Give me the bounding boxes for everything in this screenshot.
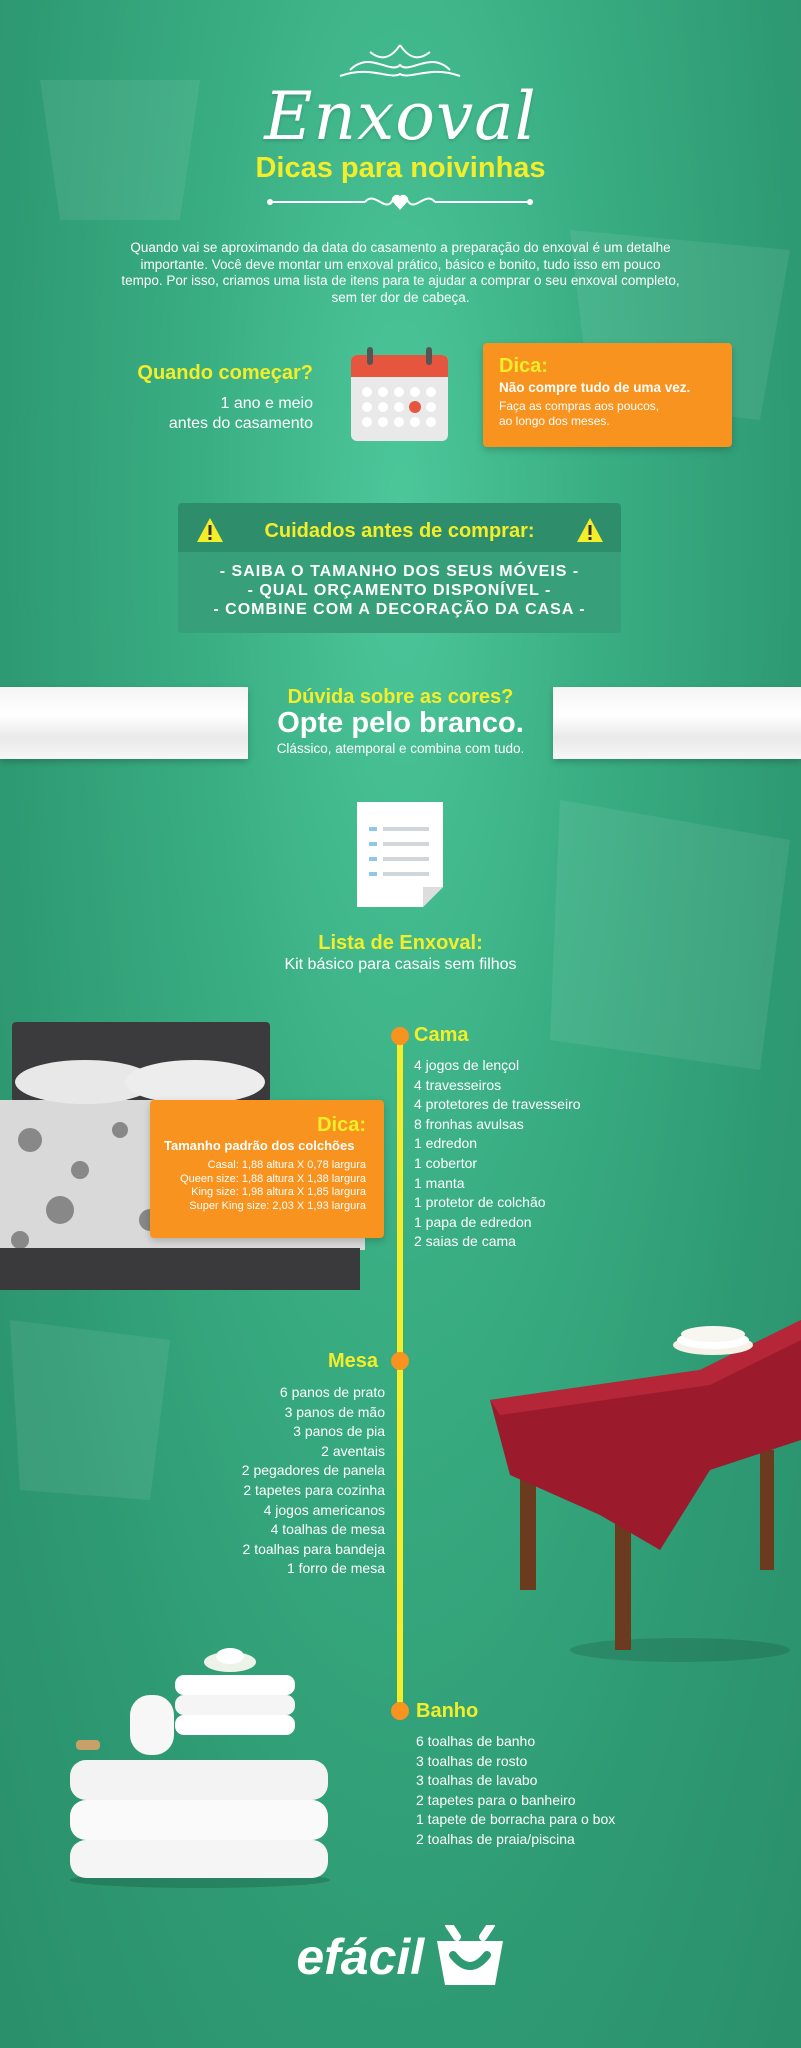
- category-title-cama: Cama: [414, 1024, 469, 1046]
- list-item: 3 panos de mão: [284, 1403, 385, 1420]
- list-item: 6 panos de prato: [279, 1384, 385, 1400]
- list-item: 2 tapetes para o banheiro: [416, 1791, 576, 1808]
- timeline-line: [397, 1036, 403, 1710]
- page-subtitle: Dicas para noivinhas: [255, 152, 546, 184]
- timeline-dot: [391, 1702, 409, 1720]
- list-item: 3 toalhas de lavabo: [416, 1772, 538, 1789]
- list-item: 4 jogos de lençol: [414, 1057, 520, 1073]
- color-question: Dúvida sobre as cores?: [287, 686, 514, 708]
- list-title: Lista de Enxoval:: [318, 932, 483, 954]
- list-item: 1 edredon: [414, 1135, 478, 1152]
- document-icon: [357, 802, 443, 907]
- list-item: 2 saias de cama: [414, 1233, 516, 1250]
- efacil-logo-text: efácil: [296, 1929, 425, 1985]
- list-item: 8 fronhas avulsas: [414, 1115, 524, 1132]
- list-item: 2 tapetes para cozinha: [243, 1481, 385, 1498]
- category-title-banho: Banho: [416, 1700, 479, 1722]
- tip-bold-text: Não compre tudo de uma vez.: [499, 380, 691, 395]
- list-item: 4 travesseiros: [414, 1076, 502, 1093]
- when-title: Quando começar?: [137, 362, 313, 384]
- intro-paragraph: Quando vai se aproximando da data do casamento a preparação do enxoval é um detalhe importante. Você deve montar um enxoval prático, básico e bonito, tudo isso em pouco tempo. Por isso, criamos uma lista de itens para te ajudar a comprar o seu enxoval completo, sem ter dor de cabeça.: [121, 240, 680, 305]
- list-item: 4 jogos americanos: [263, 1501, 385, 1518]
- mattress-tip-title: Dica:: [317, 1114, 366, 1136]
- when-line-2: antes do casamento: [168, 415, 313, 432]
- tip-title: Dica:: [499, 355, 548, 377]
- timeline-dot: [391, 1352, 409, 1370]
- when-text: [96, 394, 313, 434]
- caution-line: - SAIBA O TAMANHO DOS SEUS MÓVEIS -: [219, 563, 580, 580]
- tip-box: [483, 343, 732, 447]
- list-item: 1 forro de mesa: [286, 1560, 385, 1577]
- basket-smile-icon: [435, 1925, 505, 1989]
- watermark-basket-icon: [540, 780, 800, 1080]
- list-item: 1 cobertor: [414, 1154, 478, 1171]
- list-item: 2 pegadores de panela: [241, 1462, 385, 1479]
- mattress-tip-box: [150, 1100, 384, 1238]
- mattress-size-line: King size: 1,98 altura X 1,85 largura: [191, 1186, 366, 1198]
- category-items-mesa: [242, 1383, 385, 1579]
- list-item: 2 toalhas de praia/piscina: [416, 1830, 575, 1847]
- page-title: Enxoval: [264, 78, 537, 155]
- category-title-mesa: Mesa: [327, 1350, 378, 1372]
- mattress-size-line: Casal: 1,88 altura X 0,78 largura: [207, 1159, 366, 1171]
- list-item: 1 manta: [414, 1174, 465, 1191]
- category-items-banho: [416, 1732, 615, 1850]
- tip-line-2: ao longo dos meses.: [499, 414, 610, 428]
- list-item: 3 toalhas de rosto: [416, 1752, 528, 1769]
- when-line-1: 1 ano e meio: [220, 395, 313, 412]
- mattress-size-line: Super King size: 2,03 X 1,93 largura: [189, 1199, 366, 1212]
- mattress-tip-lines: [164, 1159, 366, 1213]
- mattress-tip-heading: Tamanho padrão dos colchões: [164, 1138, 355, 1153]
- list-item: 1 protetor de colchão: [414, 1194, 546, 1211]
- list-item: 2 aventais: [321, 1442, 385, 1459]
- list-item: 1 papa de edredon: [414, 1213, 532, 1230]
- timeline-dot: [391, 1027, 409, 1045]
- color-answer: Opte pelo branco.: [277, 707, 524, 739]
- list-item: 6 toalhas de banho: [416, 1733, 536, 1749]
- caution-list: [178, 552, 621, 633]
- list-item: 1 tapete de borracha para o box: [416, 1811, 616, 1828]
- calendar-icon: [349, 345, 450, 443]
- caution-line: - COMBINE COM A DECORAÇÃO DA CASA -: [213, 601, 586, 618]
- watermark-basket-icon: [0, 1300, 180, 1520]
- tip-line-1: Faça as compras aos poucos,: [499, 399, 660, 413]
- caution-line: - QUAL ORÇAMENTO DISPONÍVEL -: [247, 582, 552, 599]
- ornament-divider-icon: [265, 188, 535, 216]
- fabric-strip-right: [553, 687, 801, 759]
- mattress-size-line: Queen size: 1,88 altura X 1,38 largura: [180, 1172, 366, 1185]
- fabric-strip-left: [0, 687, 248, 759]
- list-item: 4 toalhas de mesa: [270, 1521, 385, 1538]
- towels-image: [60, 1640, 330, 1890]
- warning-icon: [576, 517, 604, 543]
- category-items-cama: [414, 1056, 581, 1252]
- list-item: 2 toalhas para bandeja: [242, 1540, 385, 1557]
- caution-title: Cuidados antes de comprar:: [264, 520, 535, 542]
- color-note: Clássico, atemporal e combina com tudo.: [276, 741, 525, 756]
- list-subtitle: Kit básico para casais sem filhos: [284, 956, 517, 973]
- table-image: [480, 1310, 801, 1680]
- list-item: 3 panos de pia: [293, 1423, 385, 1440]
- efacil-logo: [0, 1925, 801, 1989]
- list-item: 4 protetores de travesseiro: [414, 1096, 581, 1113]
